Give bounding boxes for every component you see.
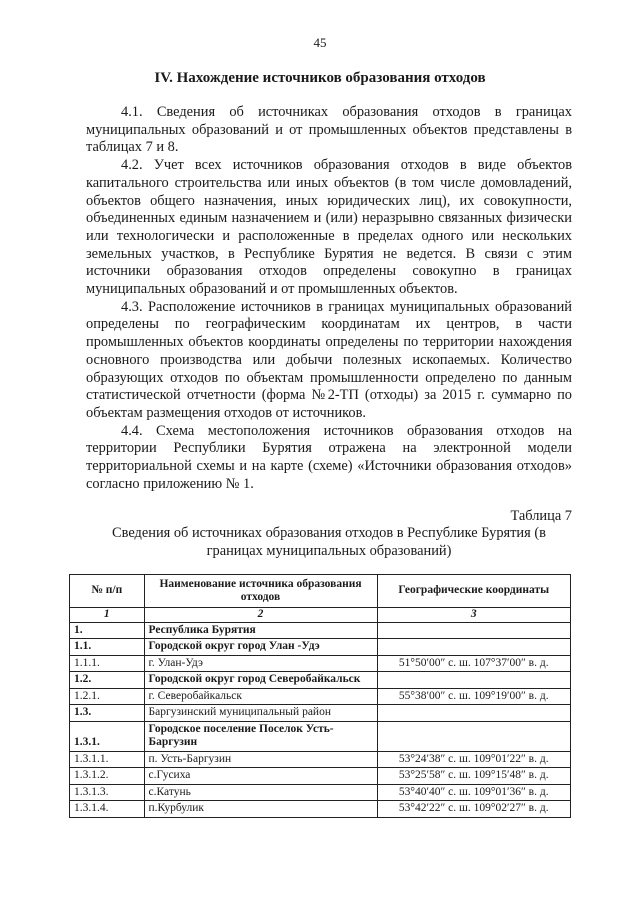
- row-coordinates: 55°38′00″ с. ш. 109°19′00″ в. д.: [377, 688, 571, 705]
- row-coordinates: 51°50′00″ с. ш. 107°37′00″ в. д.: [377, 655, 571, 672]
- paragraph-4-2: 4.2. Учет всех источников образования отходов в виде объектов капитального строительства или иных объектов (в том числе домовладений, объектов общего назначения, иных юридических лиц), их совокупности, объединенных единым назначением и (или) неразрывно связанных физически или технологически и расположенные в пределах одного или нескольких земельных участков, в Республике Бурятия не ведется. В связи с этим источники образования отходов определены совокупно в границах муниципальных образований и от промышленных объектов.: [86, 157, 572, 298]
- header-number: № п/п: [70, 575, 145, 608]
- row-coordinates: [377, 622, 571, 639]
- row-coordinates: [377, 672, 571, 689]
- row-number: 1.2.: [70, 672, 145, 689]
- row-number: 1.1.1.: [70, 655, 145, 672]
- row-number: 1.3.1.3.: [70, 784, 145, 801]
- paragraph-4-1: 4.1. Сведения об источниках образования отходов в границах муниципальных образований и от промышленных объектов представлены в таблицах 7 и 8.: [86, 104, 572, 156]
- table-row: [70, 705, 571, 722]
- body-text: [86, 104, 572, 493]
- row-number: 1.3.1.: [70, 721, 145, 751]
- paragraph-4-4: 4.4. Схема местоположения источников образования отходов на территории Республики Бурятия отражена на электронной модели территориальной схемы и на карте (схеме) «Источники образования отходов» согласно приложению № 1.: [86, 422, 572, 492]
- row-source-name: Городской округ город Улан -Удэ: [144, 639, 377, 656]
- column-number: 2: [144, 608, 377, 623]
- column-number: 1: [70, 608, 145, 623]
- row-coordinates: 53°42′22″ с. ш. 109°02′27″ в. д.: [377, 801, 571, 818]
- row-source-name: г. Улан-Удэ: [144, 655, 377, 672]
- row-number: 1.3.1.2.: [70, 768, 145, 785]
- header-source-name: Наименование источника образования отходов: [144, 575, 377, 608]
- row-source-name: Городской округ город Северобайкальск: [144, 672, 377, 689]
- table-header-row: [70, 575, 571, 608]
- row-source-name: п.Курбулик: [144, 801, 377, 818]
- page-number: 45: [313, 35, 327, 50]
- row-source-name: Республика Бурятия: [144, 622, 377, 639]
- table-row: [70, 768, 571, 785]
- row-source-name: Городское поселение Поселок Усть-Баргузин: [144, 721, 377, 751]
- row-number: 1.2.1.: [70, 688, 145, 705]
- table-row: [70, 801, 571, 818]
- table-row: [70, 639, 571, 656]
- table-row: [70, 655, 571, 672]
- row-source-name: п. Усть-Баргузин: [144, 751, 377, 768]
- table-title: Сведения об источниках образования отходов в Республике Бурятия (в границах муниципальных образований): [112, 525, 546, 559]
- row-source-name: с.Гусиха: [144, 768, 377, 785]
- table-row: [70, 672, 571, 689]
- row-coordinates: [377, 639, 571, 656]
- section-heading: IV. Нахождение источников образования отходов: [154, 70, 486, 86]
- row-number: 1.3.: [70, 705, 145, 722]
- row-source-name: г. Северобайкальск: [144, 688, 377, 705]
- column-number: 3: [377, 608, 571, 623]
- row-coordinates: [377, 705, 571, 722]
- row-coordinates: [377, 721, 571, 751]
- row-number: 1.3.1.4.: [70, 801, 145, 818]
- table-row: [70, 784, 571, 801]
- table-row: [70, 622, 571, 639]
- table-label: Таблица 7: [510, 508, 572, 524]
- sources-table: [69, 574, 571, 818]
- row-coordinates: 53°24′38″ с. ш. 109°01′22″ в. д.: [377, 751, 571, 768]
- row-coordinates: 53°40′40″ с. ш. 109°01′36″ в. д.: [377, 784, 571, 801]
- table-row: [70, 688, 571, 705]
- row-number: 1.3.1.1.: [70, 751, 145, 768]
- row-source-name: с.Катунь: [144, 784, 377, 801]
- paragraph-4-3: 4.3. Расположение источников в границах муниципальных образований определены по географическим координатам их центров, в части промышленных объектов координаты определены по территории нахождения основного производства или добычи полезных ископаемых. Количество образующих отходов по объектам промышленности определено по данным статистической отчетности (форма №2-ТП (отходы) за 2015 г. суммарно по объектам размещения отходов от источников.: [86, 298, 572, 421]
- row-number: 1.1.: [70, 639, 145, 656]
- table-row: [70, 721, 571, 751]
- header-coordinates: Географические координаты: [377, 575, 571, 608]
- row-coordinates: 53°25′58″ с. ш. 109°15′48″ в. д.: [377, 768, 571, 785]
- table-body: [70, 622, 571, 817]
- column-number-row: [70, 608, 571, 623]
- row-source-name: Баргузинский муниципальный район: [144, 705, 377, 722]
- row-number: 1.: [70, 622, 145, 639]
- table-row: [70, 751, 571, 768]
